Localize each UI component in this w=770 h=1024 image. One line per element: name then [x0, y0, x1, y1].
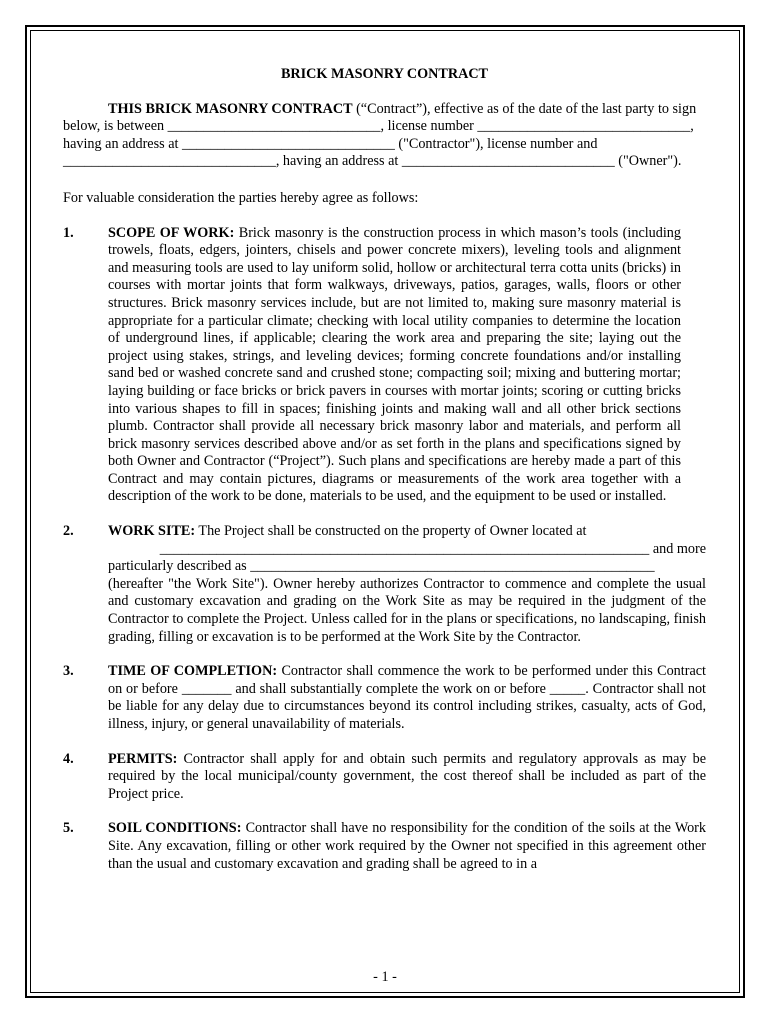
- section-number: 2.: [63, 523, 74, 540]
- intro-text: (“Contract”), effective as of the date of the last party to sign below, is between ______________________________, license number ______________________________, having an address at ______________________________ ("Contractor"), license number and ______________________________, having an address at ______________________________ ("Owner").: [63, 100, 697, 170]
- work-site-address-line: _____________________________________________________________________ and more: [159, 540, 706, 557]
- section-work-site: [63, 523, 706, 646]
- section-heading: TIME OF COMPLETION:: [108, 663, 278, 680]
- section-number: 3.: [63, 663, 74, 680]
- section-scope-of-work: [63, 225, 706, 507]
- section-number: 5.: [63, 820, 74, 837]
- intro-paragraph: [63, 101, 706, 171]
- section-heading: SOIL CONDITIONS:: [108, 820, 242, 837]
- section-heading: WORK SITE:: [108, 523, 196, 540]
- section-body: [108, 820, 706, 873]
- consideration-clause: For valuable consideration the parties hereby agree as follows:: [63, 189, 419, 206]
- intro-lead: THIS BRICK MASONRY CONTRACT: [108, 100, 353, 117]
- section-body: [108, 663, 706, 733]
- section-text: Contractor shall have no responsibility for the condition of the soils at the Work Site. Any excavation, filling or other work required by the Owner not specified in this agreement other than the usual and customary excavation and grading shall be agreed to in a: [108, 820, 706, 872]
- section-text: The Project shall be constructed on the property of Owner located at: [195, 523, 587, 540]
- document-title: BRICK MASONRY CONTRACT: [280, 66, 489, 82]
- section-permits: [63, 751, 706, 804]
- section-soil-conditions: [63, 820, 706, 873]
- section-number: 1.: [63, 224, 74, 241]
- page-number: - 1 -: [373, 969, 397, 985]
- section-heading: SCOPE OF WORK:: [108, 224, 235, 241]
- work-site-description-line: particularly described as _________________________________________________________: [108, 558, 655, 575]
- section-body: [108, 523, 706, 646]
- section-time-of-completion: [63, 663, 706, 733]
- section-text: Contractor shall apply for and obtain such permits and regulatory approvals as may be required by the local municipal/county government, the cost thereof shall be included as part of the Project price.: [108, 750, 706, 802]
- section-body: [108, 225, 681, 507]
- section-text-continued: (hereafter "the Work Site"). Owner hereby authorizes Contractor to commence and complete the usual and customary excavation and grading on the Work Site as may be required in the judgment of the Contractor to complete the Project. Unless called for in the plans or specifications, no landscaping, finish grading, filling or excavation is to be performed at the Work Site by the Contractor.: [108, 575, 706, 645]
- section-text: Brick masonry is the construction process in which mason’s tools (including trowels, floats, edgers, jointers, chisels and power concrete mixers), leveling tools and alignment and measuring tools are used to lay uniform solid, hollow or architectural terra cotta units (bricks) in courses with mortar joints that form walkways, driveways, patios, garages, walls, floors or other structures. Brick masonry services include, but are not limited to, making sure masonry material is appropriate for a particular climate; checking with local utility companies to determine the location of underground lines, if applicable; clearing the work area and preparing the site; laying out the project using stakes, strings, and leveling devices; forming concrete foundations and/or installing sand bed or washed concrete sand and crushed stone; compacting soil; mixing and buttering mortar; laying building or face bricks or brick pavers in courses with mortar joints; scoring or cutting bricks into various shapes to fill in spaces; finishing joints and making wall and all other brick sections plumb. Contractor shall provide all necessary brick masonry labor and materials, and perform all brick masonry services described above and/or as set forth in the plans and specifications signed by both Owner and Contractor (“Project”). Such plans and specifications are hereby made a part of this Contract and may contain pictures, diagrams or measurements of the work area together with a description of the work to be done, materials to be used, and the equipment to be used or installed.: [108, 224, 681, 505]
- section-first-line: [108, 523, 706, 541]
- section-heading: PERMITS:: [108, 750, 178, 767]
- section-text: Contractor shall commence the work to be performed under this Contract on or before _______ and shall substantially complete the work on or before _____. Contractor shall not be liable for any delay due to circumstances beyond its control including strikes, casualty, acts of God, illness, injury, or general unavailability of materials.: [108, 663, 706, 732]
- section-body: [108, 751, 706, 804]
- document-body: [63, 66, 706, 890]
- section-number: 4.: [63, 750, 74, 767]
